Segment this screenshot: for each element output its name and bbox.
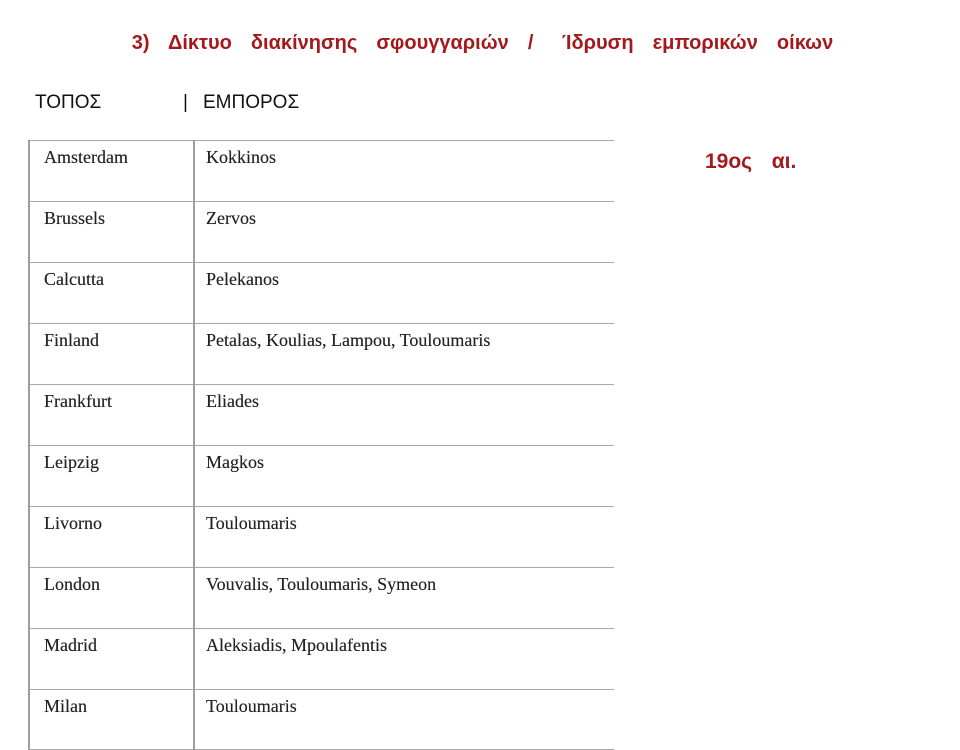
place-cell: Amsterdam — [29, 141, 194, 202]
merchant-cell: Kokkinos — [194, 141, 614, 202]
place-cell: Finland — [29, 324, 194, 385]
merchant-cell: Petalas, Koulias, Lampou, Touloumaris — [194, 324, 614, 385]
table-row — [29, 263, 614, 324]
place-cell: Leipzig — [29, 446, 194, 507]
table-row — [29, 141, 614, 202]
merchant-cell: Vouvalis, Touloumaris, Symeon — [194, 568, 614, 629]
table-row — [29, 629, 614, 690]
table-row — [29, 507, 614, 568]
place-cell: Brussels — [29, 202, 194, 263]
merchant-cell: Touloumaris — [194, 690, 614, 750]
column-header-place: ΤΟΠΟΣ — [35, 92, 102, 113]
century-label: 19ος αι. — [705, 150, 797, 173]
table-row — [29, 568, 614, 629]
column-header-merchant: ΕΜΠΟΡΟΣ — [203, 92, 300, 113]
merchant-cell: Touloumaris — [194, 507, 614, 568]
table-row — [29, 385, 614, 446]
place-cell: Calcutta — [29, 263, 194, 324]
merchant-cell: Eliades — [194, 385, 614, 446]
merchant-cell: Aleksiadis, Mpoulafentis — [194, 629, 614, 690]
merchant-cell: Magkos — [194, 446, 614, 507]
table-row — [29, 324, 614, 385]
place-cell: Madrid — [29, 629, 194, 690]
place-cell: Livorno — [29, 507, 194, 568]
place-cell: Milan — [29, 690, 194, 750]
merchant-cell: Pelekanos — [194, 263, 614, 324]
place-cell: Frankfurt — [29, 385, 194, 446]
merchant-houses-table-wrapper — [28, 140, 614, 716]
place-cell: London — [29, 568, 194, 629]
table-body — [29, 141, 614, 750]
table-row — [29, 446, 614, 507]
table-row — [29, 202, 614, 263]
merchant-cell: Zervos — [194, 202, 614, 263]
slide-title: 3) Δίκτυο διακίνησης σφουγγαριών / Ίδρυση εμπορικών οίκων — [131, 32, 834, 54]
column-header-separator: | — [183, 92, 188, 113]
merchant-houses-table — [28, 140, 614, 750]
